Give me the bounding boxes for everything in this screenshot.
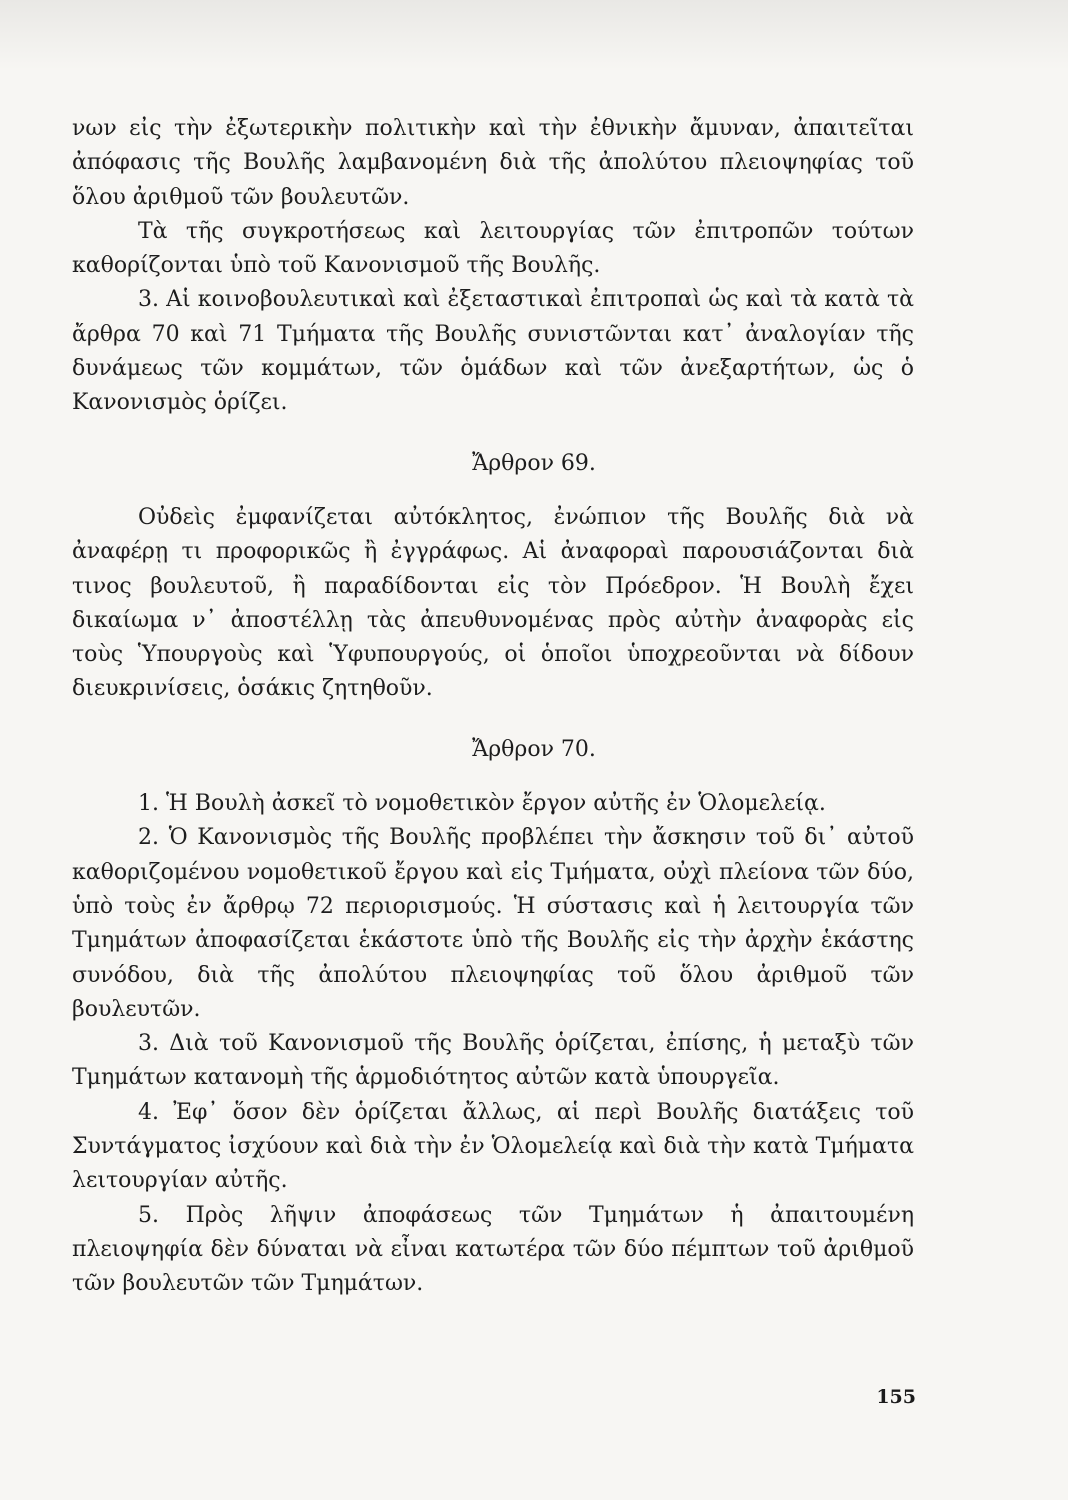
article-70-paragraph-3: 3. Διὰ τοῦ Κανονισμοῦ τῆς Βουλῆς ὁρίζεται, ἐπίσης, ἡ μεταξὺ τῶν Τμημάτων κατανομὴ τῆς ἁρμοδιότητος αὐτῶν κατὰ ὑπουργεῖα.	[72, 1031, 914, 1091]
article-70-paragraph-4: 4. Ἐφ᾽ ὅσον δὲν ὁρίζεται ἄλλως, αἱ περὶ Βουλῆς διατάξεις τοῦ Συντάγματος ἰσχύουν καὶ διὰ τὴν ἐν Ὁλομελείᾳ καὶ διὰ τὴν κατὰ Τμήματα λειτουργίαν αὐτῆς.	[72, 1099, 914, 1194]
article-70-paragraph-5: 5. Πρὸς λῆψιν ἀποφάσεως τῶν Τμημάτων ἡ ἀπαιτουμένη πλειοψηφία δὲν δύναται νὰ εἶναι κατωτέρα τῶν δύο πέμπτων τοῦ ἀριθμοῦ τῶν βουλευτῶν τῶν Τμημάτων.	[72, 1202, 914, 1297]
article-69-heading: Ἄρθρον 69.	[472, 450, 596, 476]
article-69-paragraph: Οὐδεὶς ἐμφανίζεται αὐτόκλητος, ἐνώπιον τῆς Βουλῆς διὰ νὰ ἀναφέρῃ τι προφορικῶς ἢ ἐγγράφως. Αἱ ἀναφοραὶ παρουσιάζονται διὰ τινος βουλευτοῦ, ἢ παραδίδονται εἰς τὸν Πρόεδρον. Ἡ Βουλὴ ἔχει δικαίωμα ν᾽ ἀποστέλλῃ τὰς ἀπευθυνομένας πρὸς αὐτὴν ἀναφορὰς εἰς τοὺς Ὑπουργοὺς καὶ Ὑφυπουργούς, οἱ ὁποῖοι ὑποχρεοῦνται νὰ δίδουν διευκρινίσεις, ὁσάκις ζητηθοῦν.	[72, 504, 914, 702]
paragraph-3-committees: 3. Αἱ κοινοβουλευτικαὶ καὶ ἐξεταστικαὶ ἐπιτροπαὶ ὡς καὶ τὰ κατὰ τὰ ἄρθρα 70 καὶ 71 Τμήματα τῆς Βουλῆς συνιστῶνται κατ᾽ ἀναλογίαν τῆς δυνάμεως τῶν κομμάτων, τῶν ὁμάδων καὶ τῶν ἀνεξαρτήτων, ὡς ὁ Κανονισμὸς ὁρίζει.	[72, 287, 914, 416]
paragraph-continuation: νων εἰς τὴν ἐξωτερικὴν πολιτικὴν καὶ τὴν ἐθνικὴν ἄμυναν, ἀπαιτεῖται ἀπόφασις τῆς Βουλῆς λαμβανομένη διὰ τῆς ἀπολύτου πλειοψηφίας τοῦ ὅλου ἀριθμοῦ τῶν βουλευτῶν.	[72, 116, 914, 210]
paragraph-committees-rules: Τὰ τῆς συγκροτήσεως καὶ λειτουργίας τῶν ἐπιτροπῶν τούτων καθορίζονται ὑπὸ τοῦ Κανονισμοῦ τῆς Βουλῆς.	[72, 218, 914, 279]
page-number: 155	[876, 1386, 916, 1408]
article-70-paragraph-2: 2. Ὁ Κανονισμὸς τῆς Βουλῆς προβλέπει τὴν ἄσκησιν τοῦ δι᾽ αὐτοῦ καθοριζομένου νομοθετικοῦ ἔργου καὶ εἰς Τμήματα, οὐχὶ πλείονα τῶν δύο, ὑπὸ τοὺς ἐν ἄρθρῳ 72 περιορισμούς. Ἡ σύστασις καὶ ἡ λειτουργία τῶν Τμημάτων ἀποφασίζεται ἑκάστοτε ὑπὸ τῆς Βουλῆς εἰς τὴν ἀρχὴν ἑκάστης συνόδου, διὰ τῆς ἀπολύτου πλειοψηφίας τοῦ ὅλου ἀριθμοῦ τῶν βουλευτῶν.	[72, 825, 914, 1022]
page-body	[72, 112, 914, 1302]
article-70-heading: Ἄρθρον 70.	[472, 736, 596, 762]
page-top-shadow	[0, 0, 1068, 70]
article-70-paragraph-1: 1. Ἡ Βουλὴ ἀσκεῖ τὸ νομοθετικὸν ἔργον αὐτῆς ἐν Ὁλομελείᾳ.	[138, 791, 826, 817]
